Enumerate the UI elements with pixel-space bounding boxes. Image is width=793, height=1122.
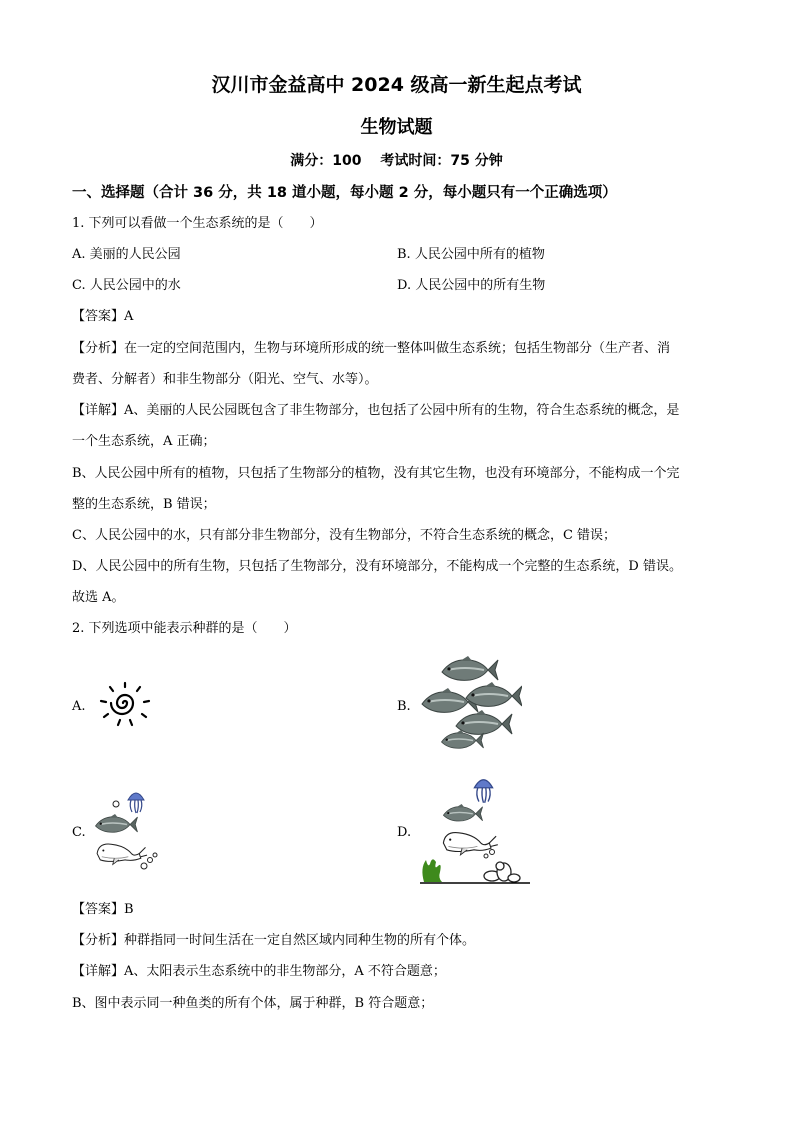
exam-meta: 满分：100 考试时间：75 分钟 bbox=[290, 153, 503, 169]
exam-subject: 生物试题 bbox=[360, 117, 433, 138]
q2-detail-b: B、图中表示同一种鱼类的所有个体，属于种群，B 符合题意； bbox=[72, 996, 434, 1011]
option-c-figure bbox=[92, 786, 164, 876]
bubbles-icon bbox=[113, 801, 119, 807]
q2-option-c-label: C. bbox=[72, 825, 86, 840]
q1-detail-b-line2: 整的生态系统，B 错误； bbox=[72, 497, 216, 512]
q2-option-b-label: B. bbox=[397, 699, 411, 714]
q1-answer: 【答案】A bbox=[72, 309, 134, 324]
q1-option-d: D. 人民公园中的所有生物 bbox=[397, 278, 546, 293]
fish-icon bbox=[456, 710, 512, 734]
q1-analysis-line1: 【分析】在一定的空间范围内，生物与环境所形成的统一整体叫做生态系统；包括生物部分（生产者、消 bbox=[72, 341, 671, 356]
sun-icon bbox=[98, 681, 152, 729]
whale-icon bbox=[97, 844, 147, 864]
fish-icon bbox=[443, 804, 482, 821]
q1-conclusion: 故选 A。 bbox=[72, 590, 125, 605]
q1-analysis-line2: 费者、分解者）和非生物部分（阳光、空气、水等）。 bbox=[72, 372, 378, 387]
seaweed-icon bbox=[422, 859, 442, 882]
fish-school-icon bbox=[418, 654, 522, 756]
q1-detail-d: D、人民公园中的所有生物，只包括了生物部分，没有环境部分，不能构成一个完整的生态系统，D 错误。 bbox=[72, 559, 682, 574]
jellyfish-icon bbox=[474, 780, 492, 803]
q2-stem: 2. 下列选项中能表示种群的是（ ） bbox=[72, 621, 297, 636]
jellyfish-icon bbox=[128, 793, 144, 813]
q1-detail-b-line1: B、人民公园中所有的植物，只包括了生物部分的植物，没有其它生物，也没有环境部分，不能构成一个完 bbox=[72, 466, 680, 481]
q1-option-b: B. 人民公园中所有的植物 bbox=[397, 247, 545, 262]
exam-title: 汉川市金益高中 2024 级高一新生起点考试 bbox=[211, 74, 582, 96]
q2-option-a-label: A. bbox=[72, 699, 86, 714]
q1-detail-a-line2: 一个生态系统，A 正确； bbox=[72, 434, 216, 449]
section-heading: 一、选择题（合计 36 分，共 18 道小题，每小题 2 分，每小题只有一个正确选项） bbox=[72, 185, 617, 201]
rocks-icon bbox=[484, 862, 520, 882]
q2-detail-a: 【详解】A、太阳表示生态系统中的非生物部分，A 不符合题意； bbox=[72, 964, 446, 979]
fish-icon bbox=[442, 656, 498, 680]
fish-icon bbox=[466, 682, 522, 706]
q2-option-d-label: D. bbox=[397, 825, 412, 840]
fish-icon bbox=[96, 814, 138, 832]
q2-analysis: 【分析】种群指同一时间生活在一定自然区域内同种生物的所有个体。 bbox=[72, 933, 476, 948]
q1-stem: 1. 下列可以看做一个生态系统的是（ ） bbox=[72, 216, 323, 231]
q1-option-a: A. 美丽的人民公园 bbox=[72, 247, 181, 262]
q2-answer: 【答案】B bbox=[72, 902, 134, 917]
q1-detail-a-line1: 【详解】A、美丽的人民公园既包含了非生物部分，也包括了公园中所有的生物，符合生态系统的概念，是 bbox=[72, 403, 680, 418]
q1-detail-c: C、人民公园中的水，只有部分非生物部分，没有生物部分，不符合生态系统的概念，C 错误； bbox=[72, 528, 617, 543]
option-d-figure bbox=[418, 772, 532, 888]
q1-option-c: C. 人民公园中的水 bbox=[72, 278, 181, 293]
